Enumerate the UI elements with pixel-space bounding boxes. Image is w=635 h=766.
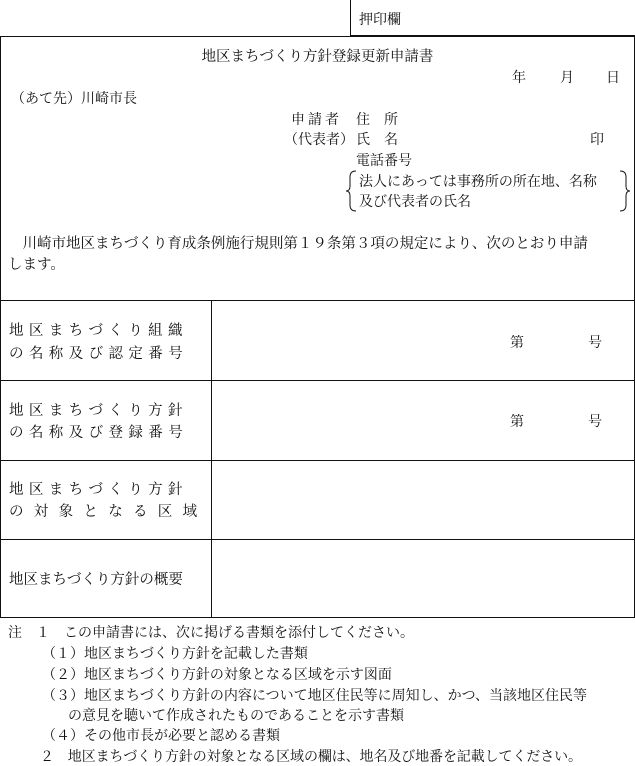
note-item: （１）地区まちづくり方針を記載した書類 [42, 646, 308, 662]
row-label-policy-line1: 地区まちづくり方針 [9, 403, 188, 419]
table-row-rule [0, 380, 635, 381]
note-2: ２ 地区まちづくり方針の対象となる区域の欄は、地名及び地番を記載してください。 [40, 749, 582, 765]
representative-label: （代表者） [284, 132, 354, 148]
date-day-label: 日 [606, 70, 620, 86]
row-label-policy-line2: の名称及び登録番号 [9, 425, 189, 441]
name-label: 氏 名 [356, 132, 398, 148]
applicant-role-label: 申請者 [291, 112, 342, 128]
table-column-rule [211, 300, 212, 618]
stamp-box-label: 押印欄 [359, 12, 401, 28]
form-title: 地区まちづくり方針登録更新申請書 [201, 49, 434, 65]
left-brace [346, 170, 358, 212]
corporation-note-line1: 法人にあっては事務所の所在地、名称 [359, 174, 597, 190]
addressee: （あて先）川崎市長 [11, 91, 137, 107]
table-row-rule [0, 460, 635, 461]
note-item: （３）地区まちづくり方針の内容について地区住民等に周知し、かつ、当該地区住民等 [42, 688, 588, 704]
phone-label: 電話番号 [356, 153, 412, 169]
note-item: （４）その他市長が必要と認める書類 [42, 728, 280, 744]
note-item-continuation: の意見を聴いて作成されたものであることを示す書類 [68, 708, 404, 724]
note-1-heading: 注 １ この申請書には、次に掲げる書類を添付してください。 [8, 625, 414, 641]
number-suffix: 号 [588, 414, 602, 430]
date-year-label: 年 [512, 70, 526, 86]
corporation-note-line2: 及び代表者の氏名 [359, 194, 471, 210]
stamp-box [350, 0, 635, 36]
row-label-summary: 地区まちづくり方針の概要 [9, 572, 183, 588]
right-brace [618, 170, 630, 212]
number-prefix: 第 [510, 414, 524, 430]
date-month-label: 月 [560, 70, 574, 86]
declaration-line1: 川崎市地区まちづくり育成条例施行規則第１９条第３項の規定により、次のとおり申請 [8, 236, 588, 252]
note-item: （２）地区まちづくり方針の対象となる区域を示す図面 [42, 667, 392, 683]
seal-mark: 印 [590, 132, 604, 148]
row-label-area-line1: 地区まちづくり方針 [9, 482, 188, 498]
table-row-rule [0, 539, 635, 540]
number-prefix: 第 [510, 335, 524, 351]
address-label: 住 所 [356, 112, 398, 128]
row-label-area-line2: の対象となる区域 [9, 504, 208, 520]
table-top-rule [0, 300, 635, 301]
row-label-org-line2: の名称及び認定番号 [9, 346, 189, 362]
declaration-line2: します。 [8, 257, 65, 273]
row-label-org-line1: 地区まちづくり組織 [9, 323, 188, 339]
number-suffix: 号 [588, 335, 602, 351]
